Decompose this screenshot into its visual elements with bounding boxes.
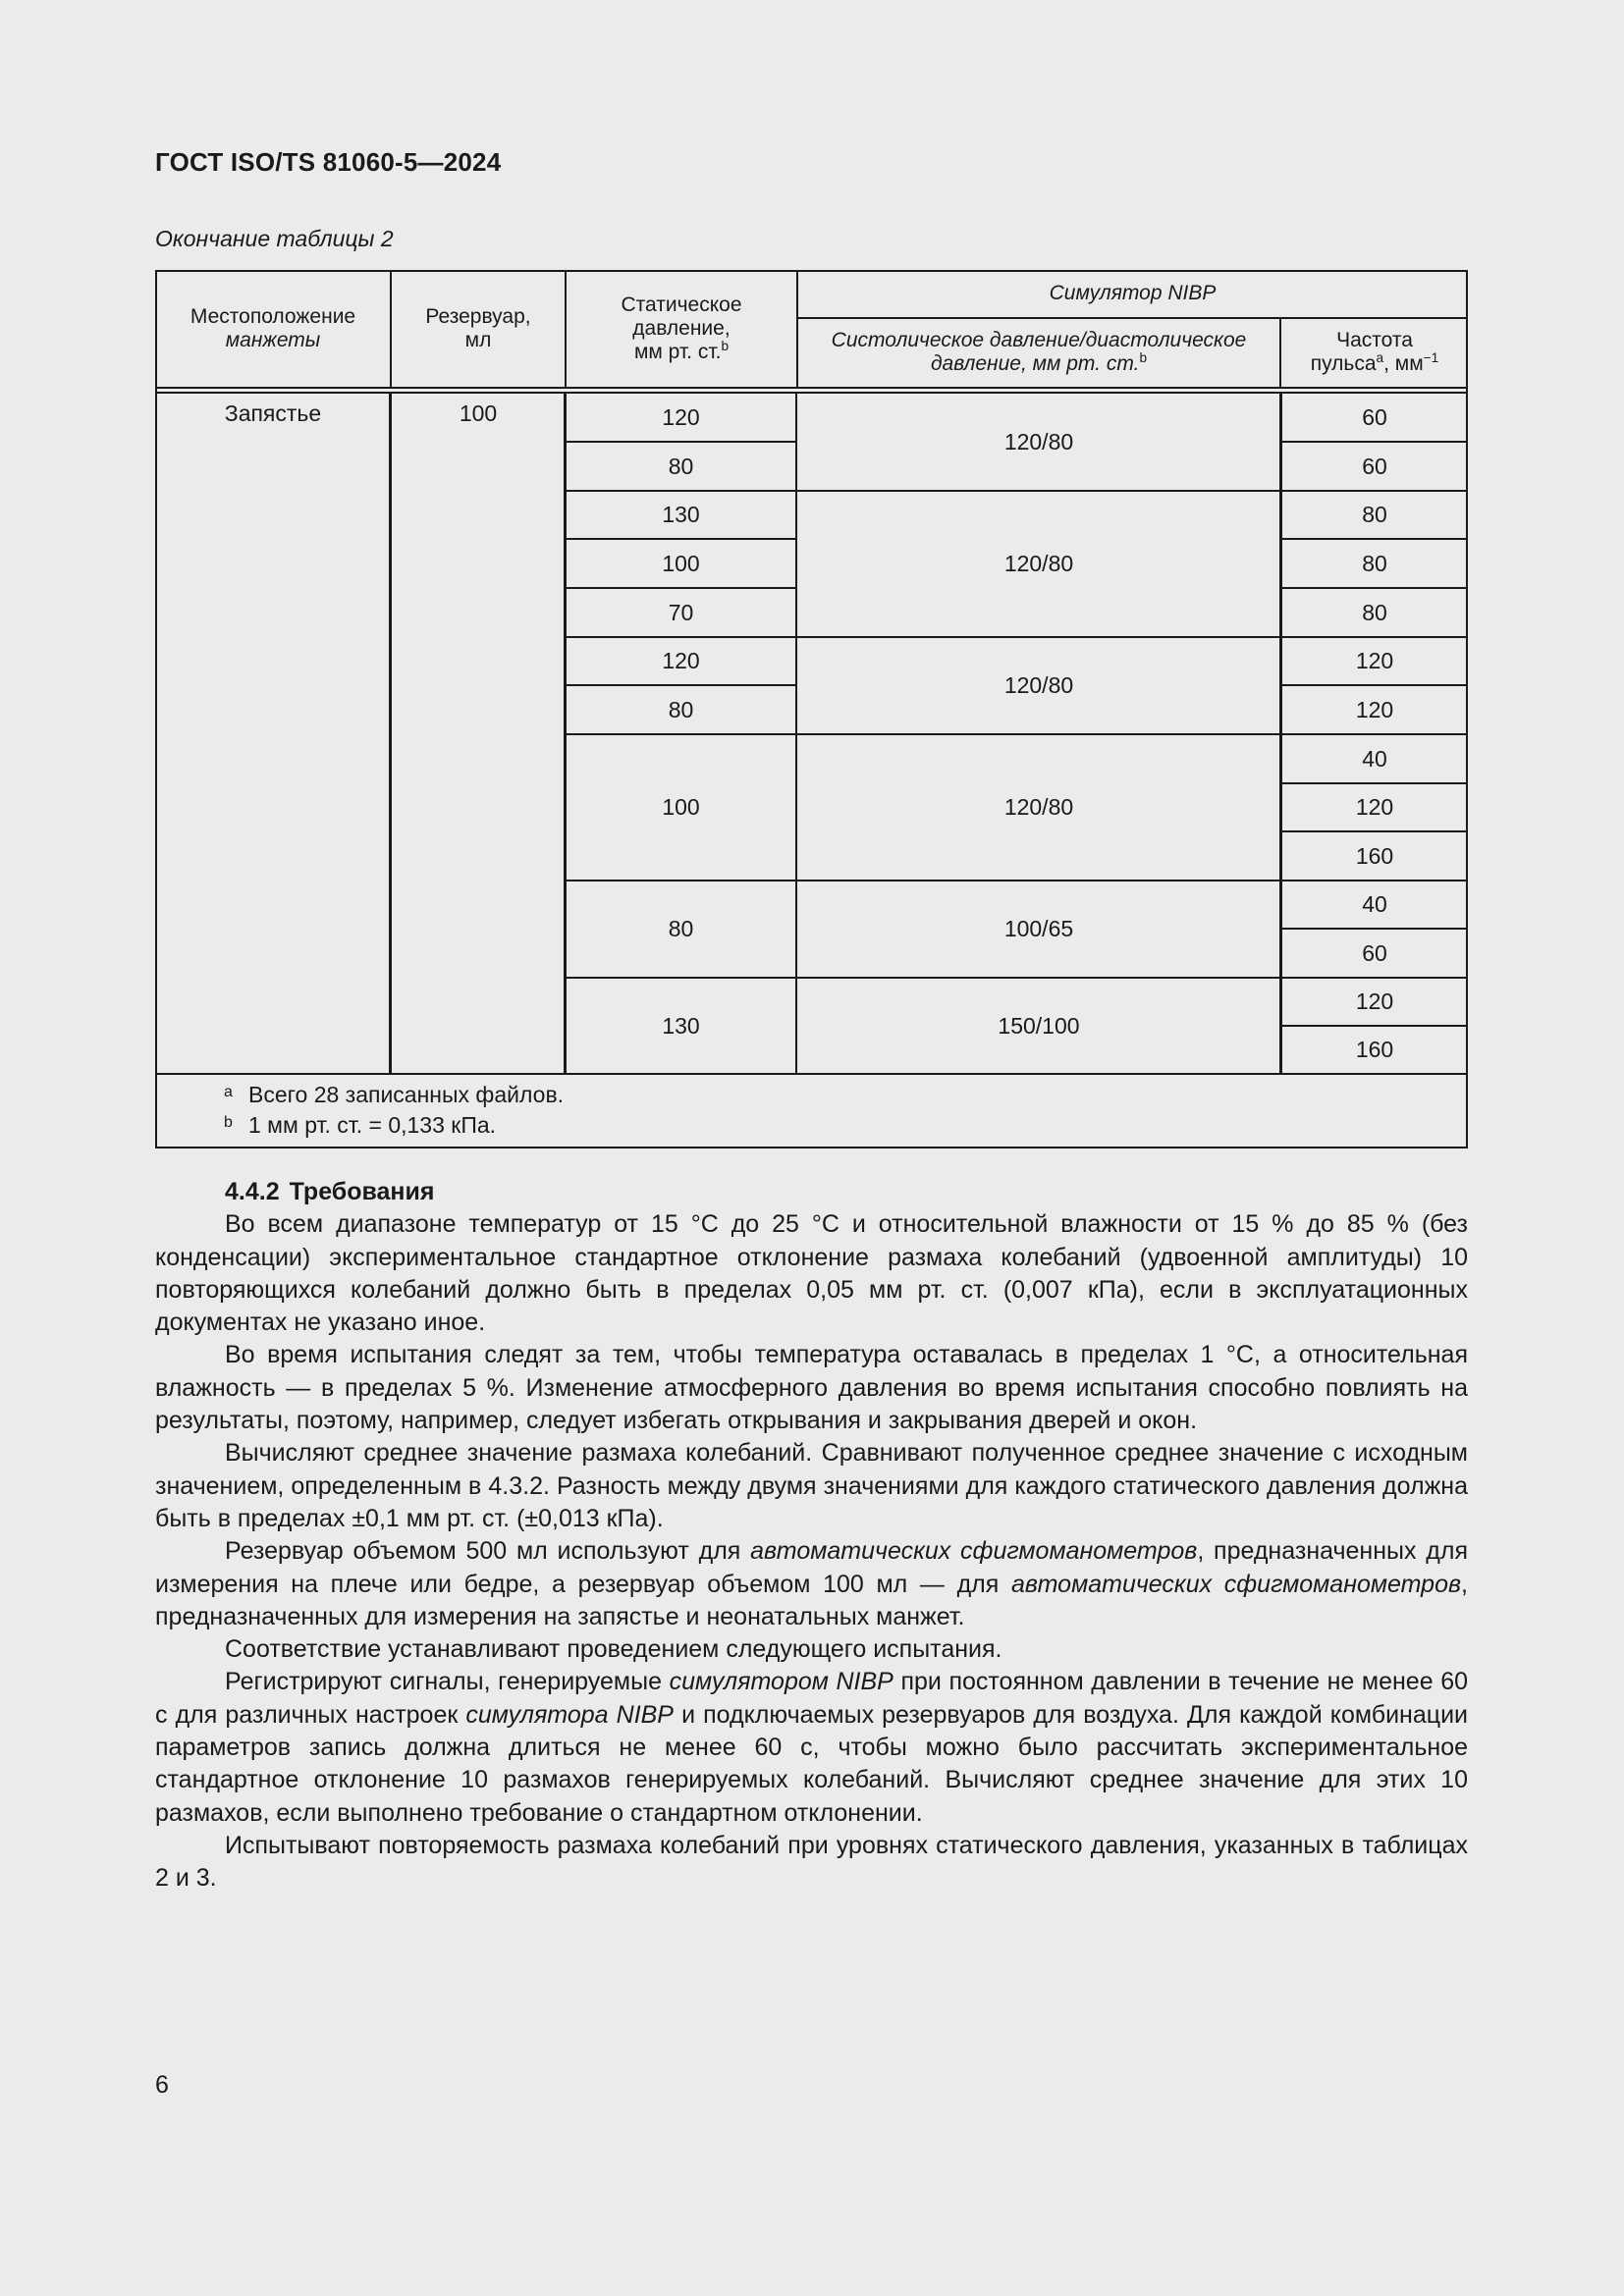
cell-pulse: 80 bbox=[1362, 550, 1387, 576]
cell-static: 70 bbox=[668, 599, 694, 625]
document-header: ГОСТ ISO/TS 81060-5—2024 bbox=[155, 147, 502, 177]
cell-pulse: 160 bbox=[1355, 1037, 1394, 1063]
cell-pulse: 120 bbox=[1355, 696, 1394, 722]
table-footnote: b 1 мм рт. ст. = 0,133 кПа. bbox=[224, 1112, 497, 1138]
paragraph: Вычисляют среднее значение размаха колебаний. Сравнивают полученное среднее значение с исходным значением, определенным в 4.3.2. Разность между двумя значениями для каждого статического давления должна быть в пределах ±0,1 мм рт. ст. (±0,013 кПа). bbox=[155, 1439, 1468, 1532]
cell-static: 130 bbox=[662, 502, 700, 528]
header-sys-dia: Систолическое давление/диастолическое давление, мм рт. ст.$^b$ bbox=[831, 328, 1247, 375]
cell-pulse: 40 bbox=[1362, 745, 1387, 772]
data-table bbox=[155, 270, 1468, 1148]
header-reservoir: Резервуар, мл bbox=[425, 304, 531, 351]
cell-static: 80 bbox=[668, 696, 694, 722]
table-footnote: a Всего 28 записанных файлов. bbox=[224, 1082, 565, 1107]
table-caption: Окончание таблицы 2 bbox=[155, 226, 394, 251]
cell-static: 120 bbox=[662, 648, 700, 674]
header-static-pressure: Статическое давление, мм рт. ст.$^b$ bbox=[621, 293, 742, 364]
cell-sys-dia: 120/80 bbox=[1003, 551, 1074, 577]
section-heading: 4.4.2 Требования bbox=[225, 1178, 435, 1205]
cell-static: 80 bbox=[668, 453, 694, 479]
paragraph: Резервуар объемом 500 мл используют для автоматических сфигмоманометров, предназначенных для измерения на плече или бедре, а резервуар объемом 100 мл — для автоматических сфигмоманометров, предназначенных для измерения на запястье и неонатальных манжет. bbox=[155, 1537, 1468, 1630]
paragraph: Испытывают повторяемость размаха колебаний при уровнях статического давления, указанных в таблицах 2 и 3. bbox=[155, 1831, 1468, 1893]
cell-pulse: 40 bbox=[1362, 891, 1387, 918]
cell-sys-dia: 120/80 bbox=[1003, 672, 1074, 699]
header-location: Местоположение манжеты bbox=[189, 304, 356, 351]
page-number: 6 bbox=[155, 2071, 169, 2099]
cell-location: Запястье bbox=[224, 400, 322, 426]
cell-pulse: 120 bbox=[1355, 988, 1394, 1015]
cell-pulse: 80 bbox=[1362, 599, 1387, 625]
paragraph: Во всем диапазоне температур от 15 °С до 25 °С и относительной влажности от 15 % до 85 % (без конденсации) экспериментальное стандартное отклонение размаха колебаний (удвоенной амплитуды) 10 повторяющихся колебаний должно быть в пределах 0,05 мм рт. ст. (0,007 кПа), если в эксплуатационных документах не указано иное. bbox=[155, 1210, 1468, 1337]
paragraph: Соответствие устанавливают проведением следующего испытания. bbox=[225, 1635, 1002, 1664]
cell-sys-dia: 100/65 bbox=[1003, 916, 1074, 942]
cell-static: 80 bbox=[668, 916, 694, 942]
cell-static: 100 bbox=[662, 550, 700, 576]
cell-pulse: 60 bbox=[1362, 403, 1387, 430]
header-simulator: Симулятор NIBP bbox=[1049, 281, 1217, 304]
cell-static: 130 bbox=[662, 1012, 700, 1039]
cell-sys-dia: 150/100 bbox=[998, 1012, 1080, 1039]
cell-pulse: 120 bbox=[1355, 794, 1394, 821]
cell-pulse: 60 bbox=[1362, 939, 1387, 966]
cell-pulse: 120 bbox=[1355, 648, 1394, 674]
cell-reservoir: 100 bbox=[459, 400, 498, 426]
cell-sys-dia: 120/80 bbox=[1003, 428, 1074, 454]
cell-pulse: 80 bbox=[1362, 502, 1387, 528]
paragraph: Во время испытания следят за тем, чтобы температура оставалась в пределах 1 °С, а относительная влажность — в пределах 5 %. Изменение атмосферного давления во время испытания способно повлиять на результаты, поэтому, например, следует избегать открывания и закрывания дверей и окон. bbox=[155, 1341, 1468, 1435]
cell-sys-dia: 120/80 bbox=[1003, 794, 1074, 821]
cell-static: 120 bbox=[662, 403, 700, 430]
paragraph: Регистрируют сигналы, генерируемые симулятором NIBP при постоянном давлении в течение не менее 60 с для различных настроек симулятора NIBP и подключаемых резервуаров для воздуха. Для каждой комбинации параметров запись должна длиться не менее 60 с, чтобы можно было рассчитать экспериментальное стандартное отклонение 10 размахов генерируемых колебаний. Вычисляют среднее значение для этих 10 размахов, если выполнено требование о стандартном отклонении. bbox=[155, 1668, 1468, 1827]
cell-pulse: 160 bbox=[1355, 842, 1394, 869]
body-text bbox=[155, 1176, 1468, 1896]
header-pulse: Частота пульса$^a$, $мм^{-1}$ bbox=[1310, 328, 1439, 375]
cell-static: 100 bbox=[662, 794, 700, 821]
cell-pulse: 60 bbox=[1362, 453, 1387, 479]
